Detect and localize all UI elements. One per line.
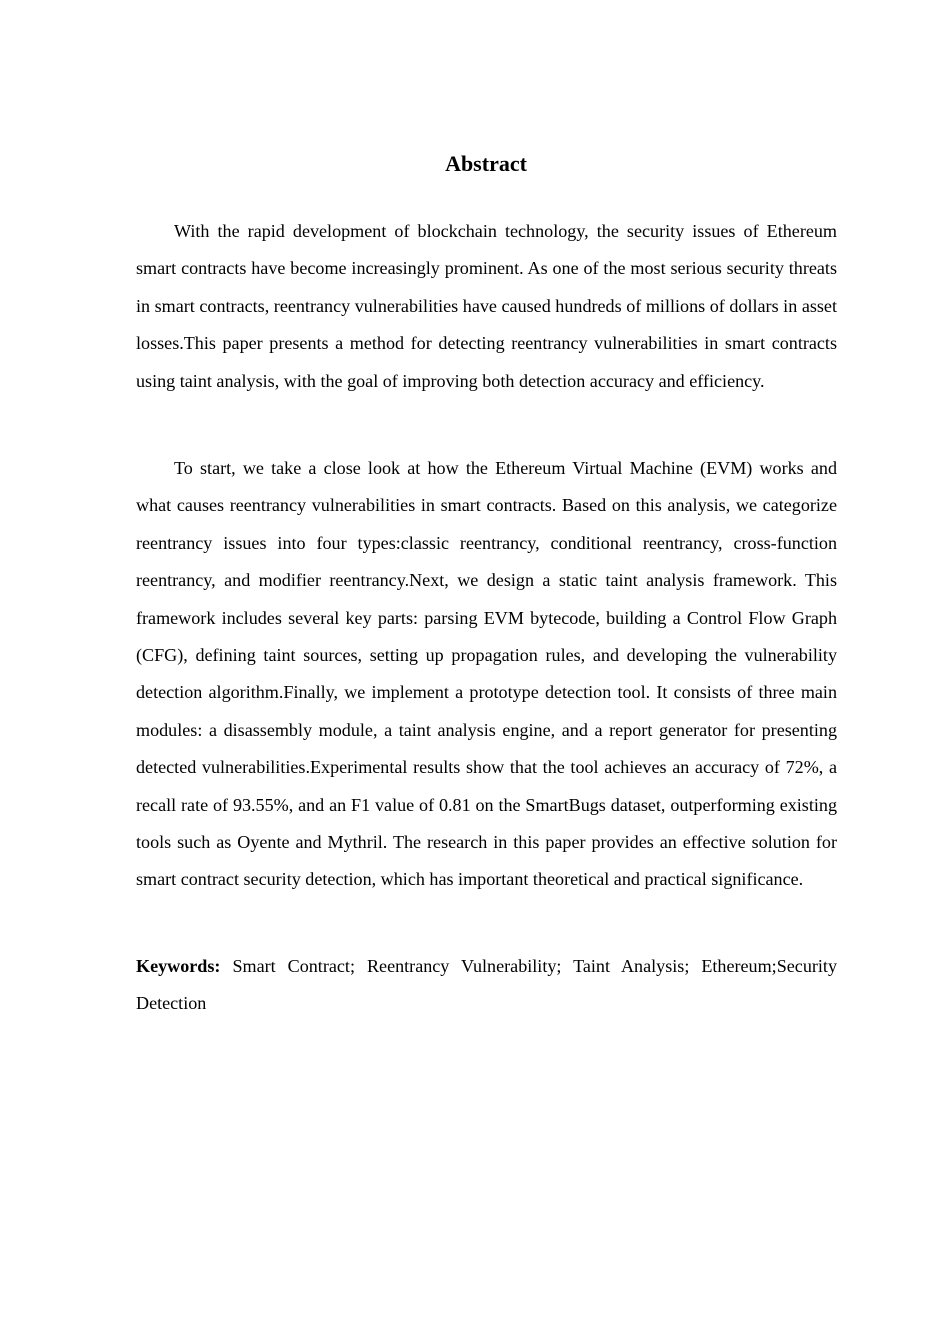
abstract-paragraph-1: With the rapid development of blockchain technology, the security issues of Ethereum smart contracts have become increasingly prominent. As one of the most serious security threats in smart contracts, reentrancy vulnerabilities have caused hundreds of millions of dollars in asset losses.This paper presents a method for detecting reentrancy vulnerabilities in smart contracts using taint analysis, with the goal of improving both detection accuracy and efficiency.: [136, 221, 837, 391]
keywords-label: Keywords:: [136, 956, 221, 976]
keywords-line: [136, 948, 837, 1023]
abstract-heading: Abstract: [445, 151, 527, 176]
abstract-paragraph-2: To start, we take a close look at how the Ethereum Virtual Machine (EVM) works and what causes reentrancy vulnerabilities in smart contracts. Based on this analysis, we categorize reentrancy issues into four types:classic reentrancy, conditional reentrancy, cross-function reentrancy, and modifier reentrancy.Next, we design a static taint analysis framework. This framework includes several key parts: parsing EVM bytecode, building a Control Flow Graph (CFG), defining taint sources, setting up propagation rules, and developing the vulnerability detection algorithm.Finally, we implement a prototype detection tool. It consists of three main modules: a disassembly module, a taint analysis engine, and a report generator for presenting detected vulnerabilities.Experimental results show that the tool achieves an accuracy of 72%, a recall rate of 93.55%, and an F1 value of 0.81 on the SmartBugs dataset, outperforming existing tools such as Oyente and Mythril. The research in this paper provides an effective solution for smart contract security detection, which has important theoretical and practical significance.: [136, 458, 837, 890]
keywords-text: Smart Contract; Reentrancy Vulnerability; Taint Analysis; Ethereum;Security Detection: [136, 956, 837, 1014]
